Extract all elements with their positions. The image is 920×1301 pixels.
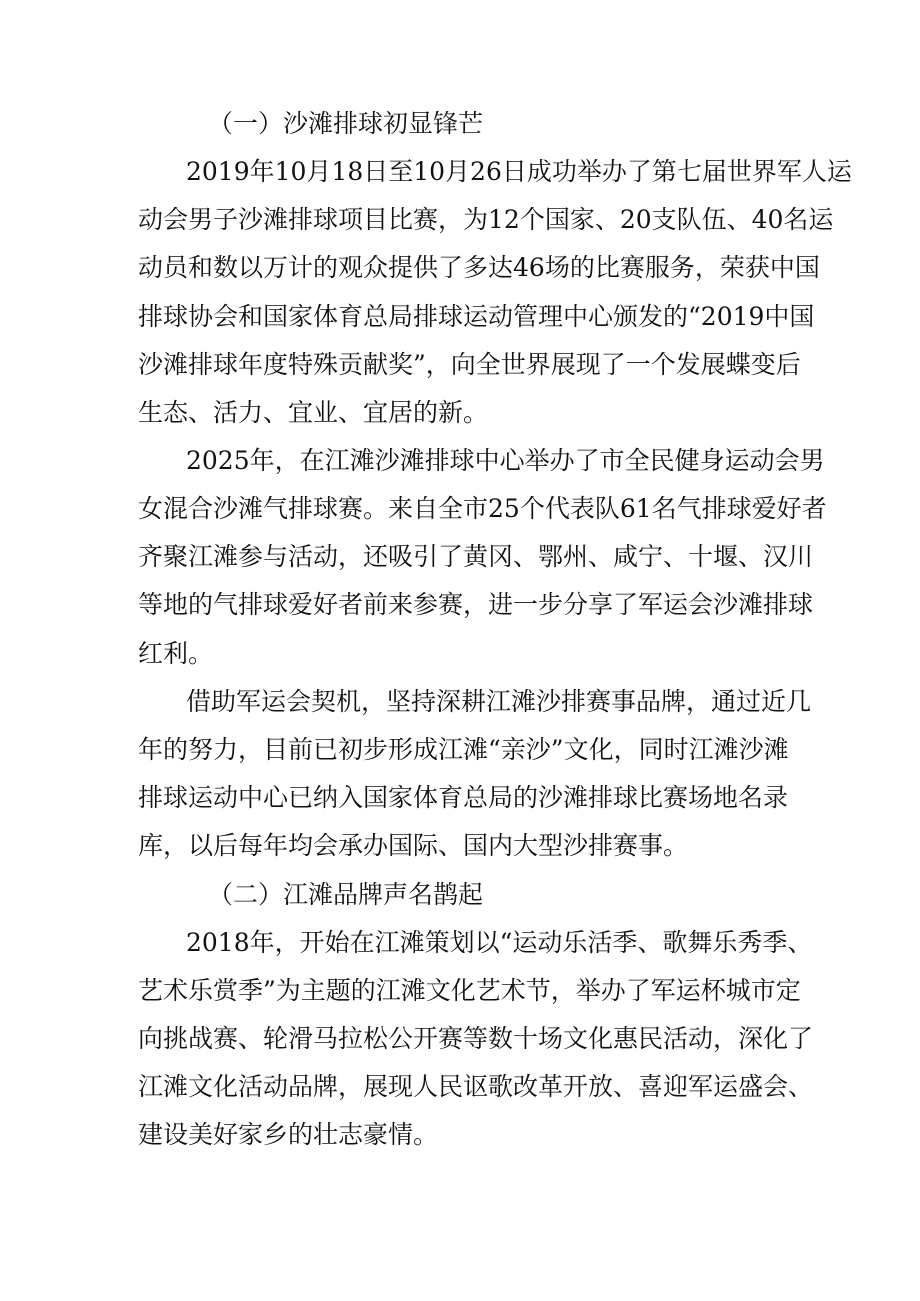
section-heading-1: （一）沙滩排球初显锋芒 <box>208 109 484 138</box>
paragraph-line: 年的努力，目前已初步形成江滩“亲沙”文化，同时江滩沙滩 <box>138 735 789 764</box>
paragraph-line: 2025年，在江滩沙滩排球中心举办了市全民健身运动会男 <box>186 446 825 475</box>
paragraph-line: 排球运动中心已纳入国家体育总局的沙滩排球比赛场地名录 <box>138 783 789 812</box>
paragraph-line: 2018年，开始在江滩策划以“运动乐活季、歌舞乐秀季、 <box>186 928 813 957</box>
paragraph-line: 等地的气排球爱好者前来参赛，进一步分享了军运会沙滩排球 <box>138 590 814 619</box>
paragraph-line: 动员和数以万计的观众提供了多达46场的比赛服务，荣获中国 <box>138 253 820 282</box>
paragraph-line: 艺术乐赏季”为主题的江滩文化艺术节，举办了军运杯城市定 <box>138 976 801 1005</box>
paragraph-line: 借助军运会契机，坚持深耕江滩沙排赛事品牌，通过近几 <box>186 687 812 716</box>
paragraph-line: 沙滩排球年度特殊贡献奖”，向全世界展现了一个发展蝶变后 <box>138 350 801 379</box>
paragraph-line: 齐聚江滩参与活动，还吸引了黄冈、鄂州、咸宁、十堰、汉川 <box>138 542 814 571</box>
paragraph-line: 红利。 <box>138 639 214 668</box>
paragraph-line: 动会男子沙滩排球项目比赛，为12个国家、20支队伍、40名运 <box>138 205 834 234</box>
paragraph-line: 建设美好家乡的壮志豪情。 <box>138 1120 439 1149</box>
paragraph-line: 江滩文化活动品牌，展现人民讴歌改革开放、喜迎军运盛会、 <box>138 1072 814 1101</box>
paragraph-line: 库，以后每年均会承办国际、国内大型沙排赛事。 <box>138 831 689 860</box>
section-heading-2: （二）江滩品牌声名鹊起 <box>208 880 484 909</box>
paragraph-line: 生态、活力、宜业、宜居的新。 <box>138 398 489 427</box>
paragraph-line: 2019年10月18日至10月26日成功举办了第七届世界军人运 <box>186 157 852 186</box>
paragraph-line: 女混合沙滩气排球赛。来自全市25个代表队61名气排球爱好者 <box>138 494 827 523</box>
paragraph-line: 向挑战赛、轮滑马拉松公开赛等数十场文化惠民活动，深化了 <box>138 1024 814 1053</box>
paragraph-line: 排球协会和国家体育总局排球运动管理中心颁发的“2019中国 <box>138 302 815 331</box>
